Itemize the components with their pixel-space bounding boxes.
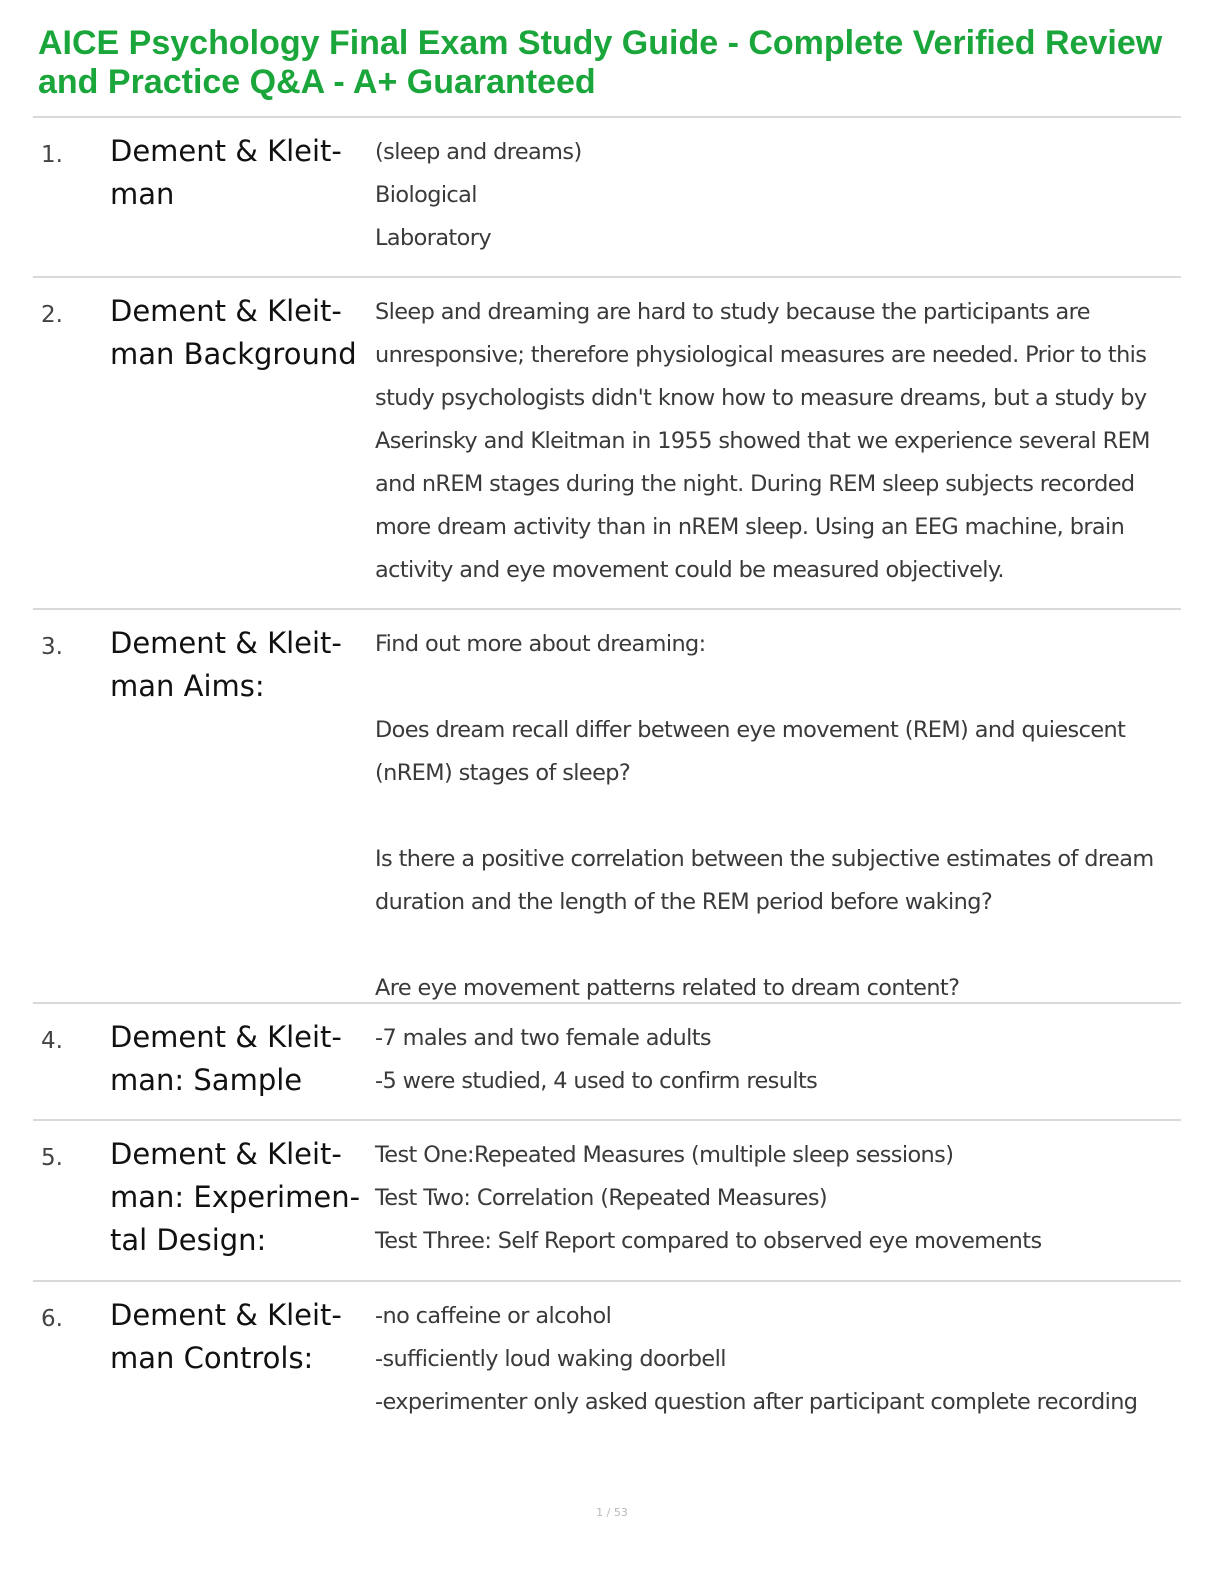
card-number: 4.: [41, 1028, 63, 1054]
card-term: Dement & Kleit- man: Sample: [110, 1020, 342, 1097]
card-number: 1.: [41, 142, 63, 168]
card-term: Dement & Kleit- man Background: [110, 294, 357, 371]
card-term: Dement & Kleit- man: Experimen- tal Design:: [110, 1137, 361, 1257]
study-card-list: [33, 118, 1181, 1442]
study-card: [33, 610, 1181, 1004]
study-card: [33, 1121, 1181, 1282]
card-definition: -7 males and two female adults -5 were studied, 4 used to confirm results: [375, 1025, 818, 1094]
card-definition: (sleep and dreams) Biological Laboratory: [375, 139, 582, 251]
card-number: 2.: [41, 302, 63, 328]
card-term: Dement & Kleit- man: [110, 134, 342, 211]
card-definition: Test One:Repeated Measures (multiple sleep sessions) Test Two: Correlation (Repeated Measures) Test Three: Self Report compared to observed eye movements: [375, 1142, 1042, 1254]
card-term: Dement & Kleit- man Controls:: [110, 1298, 342, 1375]
study-card: [33, 278, 1181, 610]
document-title: AICE Psychology Final Exam Study Guide - Complete Verified Review and Practice Q&A - A+ Guaranteed: [38, 24, 1163, 101]
card-number: 3.: [41, 634, 63, 660]
study-card: [33, 1282, 1181, 1442]
card-number: 5.: [41, 1145, 63, 1171]
card-number: 6.: [41, 1306, 63, 1332]
study-card: [33, 118, 1181, 278]
study-card: [33, 1004, 1181, 1121]
page-number: 1 / 53: [596, 1506, 628, 1519]
card-definition: Find out more about dreaming: Does dream recall differ between eye movement (REM) and quiescent (nREM) stages of sleep? Is there a positive correlation between the subjective estimates of dream duration and the length of the REM period before waking? Are eye movement patterns related to dream content?: [375, 631, 1154, 1001]
card-definition: Sleep and dreaming are hard to study because the participants are unresponsive; therefore physiological measures are needed. Prior to this study psychologists didn't know how to measure dreams, but a study by Aserinsky and Kleitman in 1955 showed that we experience several REM and nREM stages during the night. During REM sleep subjects recorded more dream activity than in nREM sleep. Using an EEG machine, brain activity and eye movement could be measured objectively.: [375, 299, 1150, 583]
card-definition: -no caffeine or alcohol -sufficiently loud waking doorbell -experimenter only asked question after participant complete recording: [375, 1303, 1138, 1415]
card-term: Dement & Kleit- man Aims:: [110, 626, 342, 703]
